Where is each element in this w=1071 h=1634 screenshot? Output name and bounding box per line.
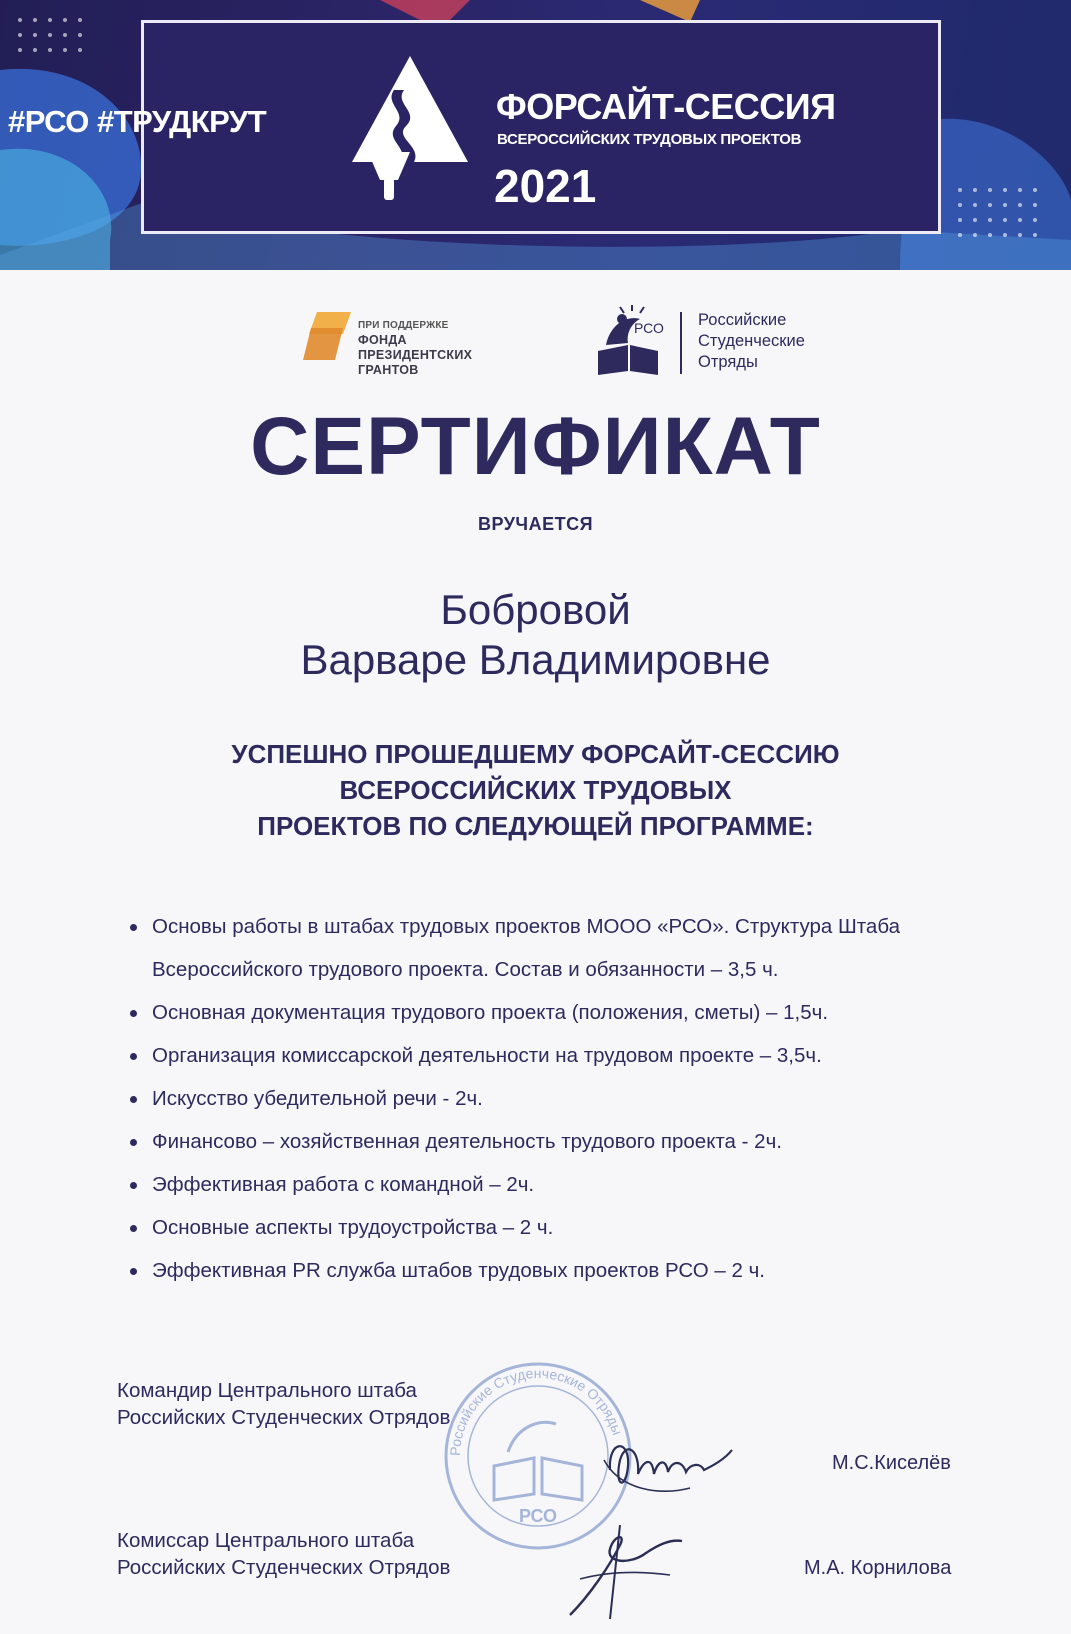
event-title: ФОРСАЙТ-СЕССИЯ [496,86,836,127]
commander-signature-icon [600,1430,740,1510]
program-item-text: Искусство убедительной речи - 2ч. [152,1087,483,1110]
program-item [130,1120,990,1163]
commander-name: М.С.Киселёв [832,1452,951,1474]
rso-emblem-text: РСО [634,320,664,336]
program-item-text: Финансово – хозяйственная деятельность трудового проекта - 2ч. [152,1130,782,1153]
program-item [130,1077,990,1120]
bullet-icon [130,924,137,931]
program-item [130,1163,990,1206]
commissar-title-line-1: Комиссар Центрального штаба [117,1529,415,1552]
recipient-surname: Бобровой [440,586,631,633]
rso-line-1: Российские [698,311,787,329]
intro-line-2: ВСЕРОССИЙСКИХ ТРУДОВЫХ [339,775,732,805]
rso-emblem-icon [592,305,672,377]
commander-title [117,1377,450,1431]
intro-line-3: ПРОЕКТОВ ПО СЛЕДУЮЩЕЙ ПРОГРАММЕ: [257,811,814,841]
fpg-line-1: ПРИ ПОДДЕРЖКЕ [358,320,449,331]
stamp-center-text: РСО [518,1506,558,1526]
fpg-line-3: ПРЕЗИДЕНТСКИХ [358,348,473,362]
program-item-text: Организация комиссарской деятельности на трудовом проекте – 3,5ч. [152,1044,822,1067]
program-item-text: Основы работы в штабах трудовых проектов МООО «РСО». Структура Штаба [152,915,900,938]
certificate-title: СЕРТИФИКАТ [250,401,821,492]
rso-line-2: Студенческие [698,332,805,350]
recipient-given-names: Варваре Владимировне [300,636,771,683]
bullet-icon [130,1225,137,1232]
fpg-line-2: ФОНДА [358,333,407,347]
program-item-text: Основная документация трудового проекта (положения, сметы) – 1,5ч. [152,1001,829,1024]
intro-line-1: УСПЕШНО ПРОШЕДШЕМУ ФОРСАЙТ-СЕССИЮ [231,739,840,769]
commander-title-line-2: Российских Студенческих Отрядов [117,1406,451,1429]
program-item-text: Эффективная PR служба штабов трудовых проектов РСО – 2 ч. [152,1259,765,1282]
commissar-title-line-2: Российских Студенческих Отрядов [117,1556,451,1579]
rso-text [698,310,805,373]
recipient-name [0,585,1071,685]
awarded-label: ВРУЧАЕТСЯ [477,514,594,534]
bullet-icon [130,1139,137,1146]
program-intro [0,736,1071,844]
presidential-grants-text [358,318,472,378]
event-subtitle: ВСЕРОССИЙСКИХ ТРУДОВЫХ ПРОЕКТОВ [497,131,802,148]
rso-divider [680,312,682,374]
commissar-name: М.А. Корнилова [804,1557,952,1579]
commissar-signature-icon [550,1515,700,1625]
commander-title-line-1: Командир Центрального штаба [117,1379,417,1402]
program-item-text: Эффективная работа с командной – 2ч. [152,1173,535,1196]
program-list [130,905,990,1292]
program-item [130,1206,990,1249]
event-year: 2021 [494,160,597,212]
program-item-text-cont: Всероссийского трудового проекта. Состав и обязанности – 3,5 ч. [152,958,779,981]
stamp-ring-text: Российские Студенческие Отряды [446,1364,626,1457]
header-banner [0,0,1071,270]
program-item [130,905,990,991]
program-item-text: Основные аспекты трудоустройства – 2 ч. [152,1216,554,1239]
forsight-logo-icon [340,52,470,202]
rso-line-3: Отряды [698,353,758,371]
presidential-grants-logo-icon [303,312,351,360]
bullet-icon [130,1182,137,1189]
bullet-icon [130,1053,137,1060]
program-item [130,1034,990,1077]
hashtags: #РСО #ТРУДКРУТ [8,104,267,139]
program-item [130,991,990,1034]
program-item [130,1249,990,1292]
svg-text:Российские Студенческие Отряды [447,1365,626,1456]
fpg-line-4: ГРАНТОВ [358,363,419,377]
bullet-icon [130,1268,137,1275]
bullet-icon [130,1010,137,1017]
commissar-title [117,1527,450,1581]
bullet-icon [130,1096,137,1103]
